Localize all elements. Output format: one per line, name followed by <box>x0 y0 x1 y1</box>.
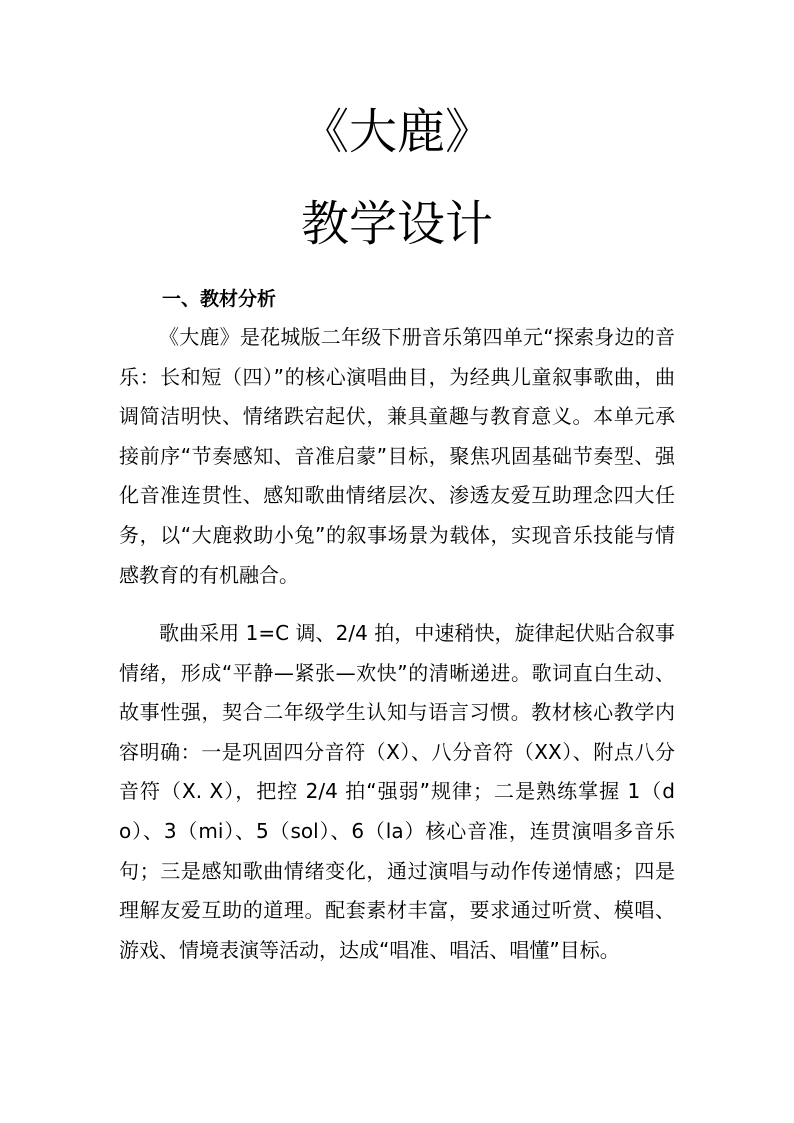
document-title: 《大鹿》 <box>300 104 493 160</box>
document-subtitle: 教学设计 <box>300 196 493 252</box>
section-heading: 一、教材分析 <box>162 288 277 310</box>
paragraph: 《大鹿》是花城版二年级下册音乐第四单元“探索身边的音乐：长和短（四）”的核心演唱曲目，为经典儿童叙事歌曲，曲调简洁明快、情绪跌宕起伏，兼具童趣与教育意义。本单元承接前序“节奏感知、音准启蒙”目标，聚焦巩固基础节奏型、强化音准连贯性、感知歌曲情绪层次、渗透友爱互助理念四大任务，以“大鹿救助小兔”的叙事场景为载体，实现音乐技能与情感教育的有机融合。 <box>119 325 675 587</box>
paragraph: 歌曲采用 1=C 调、2/4 拍，中速稍快，旋律起伏贴合叙事情绪，形成“平静—紧张—欢快”的清晰递进。歌词直白生动、故事性强，契合二年级学生认知与语言习惯。教材核心教学内容明确：一是巩固四分音符（X）、八分音符（XX）、附点八分音符（X. X），把控 2/4 拍“强弱”规律；二是熟练掌握 1（do）、3（mi）、5（sol）、6（la）核心音准，连贯演唱多音乐句；三是感知歌曲情绪变化，通过演唱与动作传递情感；四是理解友爱互助的道理。配套素材丰富，要求通过听赏、模唱、游戏、情境表演等活动，达成“唱准、唱活、唱懂”目标。 <box>119 621 675 962</box>
